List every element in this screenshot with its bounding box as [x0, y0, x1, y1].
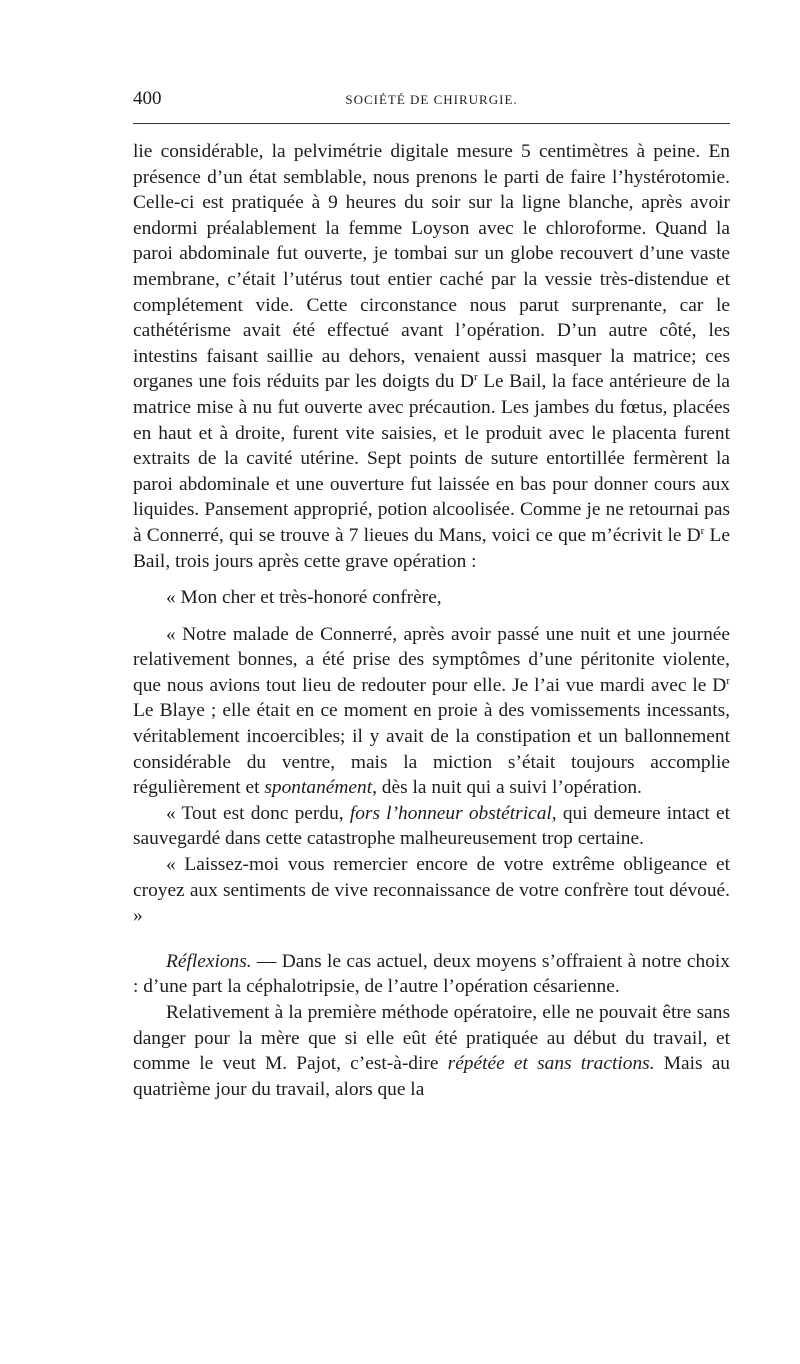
letter-paragraph-3: « Laissez-moi vous remercier encore de votre extrême obligeance et croyez aux sentiments de vive reconnaissance de votre confrère tout dévoué. » — [133, 854, 730, 927]
text-run: Mais au quatrième jour du travail, alors que la — [133, 1053, 731, 1100]
superscript: r — [474, 371, 478, 384]
letter-salutation: « Mon cher et très-honoré confrère, — [166, 587, 442, 609]
superscript: r — [700, 524, 705, 537]
italic-text: fors l’honneur obstétrical, — [349, 802, 557, 824]
reflections-paragraph — [133, 949, 730, 1000]
text-run: qui demeure intact et sauvegardé dans cette catastrophe malheureusement trop certaine. — [133, 802, 730, 850]
text-run: , dès la nuit qui a suivi l’opération. — [372, 777, 642, 799]
text-run: « Notre malade de Connerré, après avoir passé une nuit et une journée relativement bonnes, a été prise des symptômes d’une péritonite violente, que nous avions tout lieu de redouter pour elle. Je l’ai vue mardi avec le D — [133, 623, 730, 696]
method-paragraph — [133, 1000, 730, 1102]
text-run: Le Bail, la face antérieure de la matrice mise à nu fut ouverte avec précaution. Les jambes du fœtus, placées en haut et à droite, furent vite saisies, et le produit avec le placenta furent extraits de la cavité utérine. Sept points de suture entortillée fermèrent la paroi abdominale et une ouverture fut laissée en bas pour donner cours aux liquides. Pansement approprié, potion alcoolisée. Comme je ne retournai pas à Connerré, qui se trouve à 7 lieues du Mans, voici ce que m’écrivit le D — [133, 371, 730, 546]
running-title: SOCIÉTÉ DE CHIRURGIE. — [345, 92, 518, 107]
italic-heading: Réflexions. — [166, 950, 252, 972]
text-run: Le Bail, trois jours après cette grave opération : — [133, 524, 730, 572]
body-text — [133, 139, 730, 1102]
text-run: lie considérable, la pelvimétrie digitale mesure 5 centimètres à peine. En présence d’un état semblable, nous prenons le parti de faire l’hystérotomie. Celle-ci est pratiquée à 9 heures du soir sur la ligne blanche, après avoir endormi préalablement la femme Loyson avec le chloroforme. Quand la paroi abdominale fut ouverte, je tombai sur un globe recouvert d’une vaste membrane, c’était l’utérus tout entier caché par la vessie très-distendue et complétement vide. Cette circonstance nous parut surprenante, car le cathétérisme avait été effectué avant l’opération. D’un autre côté, les intestins faisant saillie au dehors, venaient aussi masquer la matrice; ces organes une fois réduits par les doigts du D — [133, 141, 730, 393]
header-rule — [133, 123, 730, 124]
text-run: « Tout est donc perdu, — [166, 802, 350, 824]
superscript: r — [726, 674, 730, 687]
text-run: Relativement à la première méthode opératoire, elle ne pouvait être sans danger pour la mère que si elle eût été pratiquée au début du travail, et comme le veut M. Pajot, c’est-à-dire — [133, 1002, 730, 1075]
text-run: — Dans le cas actuel, deux moyens s’offraient à notre choix : d’une part la céphalotripsie, de l’autre l’opération césarienne. — [133, 950, 730, 998]
letter-paragraph-2 — [133, 801, 730, 852]
italic-text: spontanément — [264, 777, 373, 799]
page-number: 400 — [133, 88, 162, 109]
paragraph-operation — [133, 139, 730, 574]
text-run: Le Blaye ; elle était en ce moment en proie à des vomissements incessants, véritablement incoercibles; il y avait de la constipation et un ballonnement considérable du ventre, mais la miction s’était toujours accomplie régulièrement et — [133, 700, 730, 799]
running-head — [133, 86, 730, 116]
italic-text: répétée et sans tractions. — [447, 1053, 655, 1075]
letter-paragraph-1 — [133, 622, 730, 801]
